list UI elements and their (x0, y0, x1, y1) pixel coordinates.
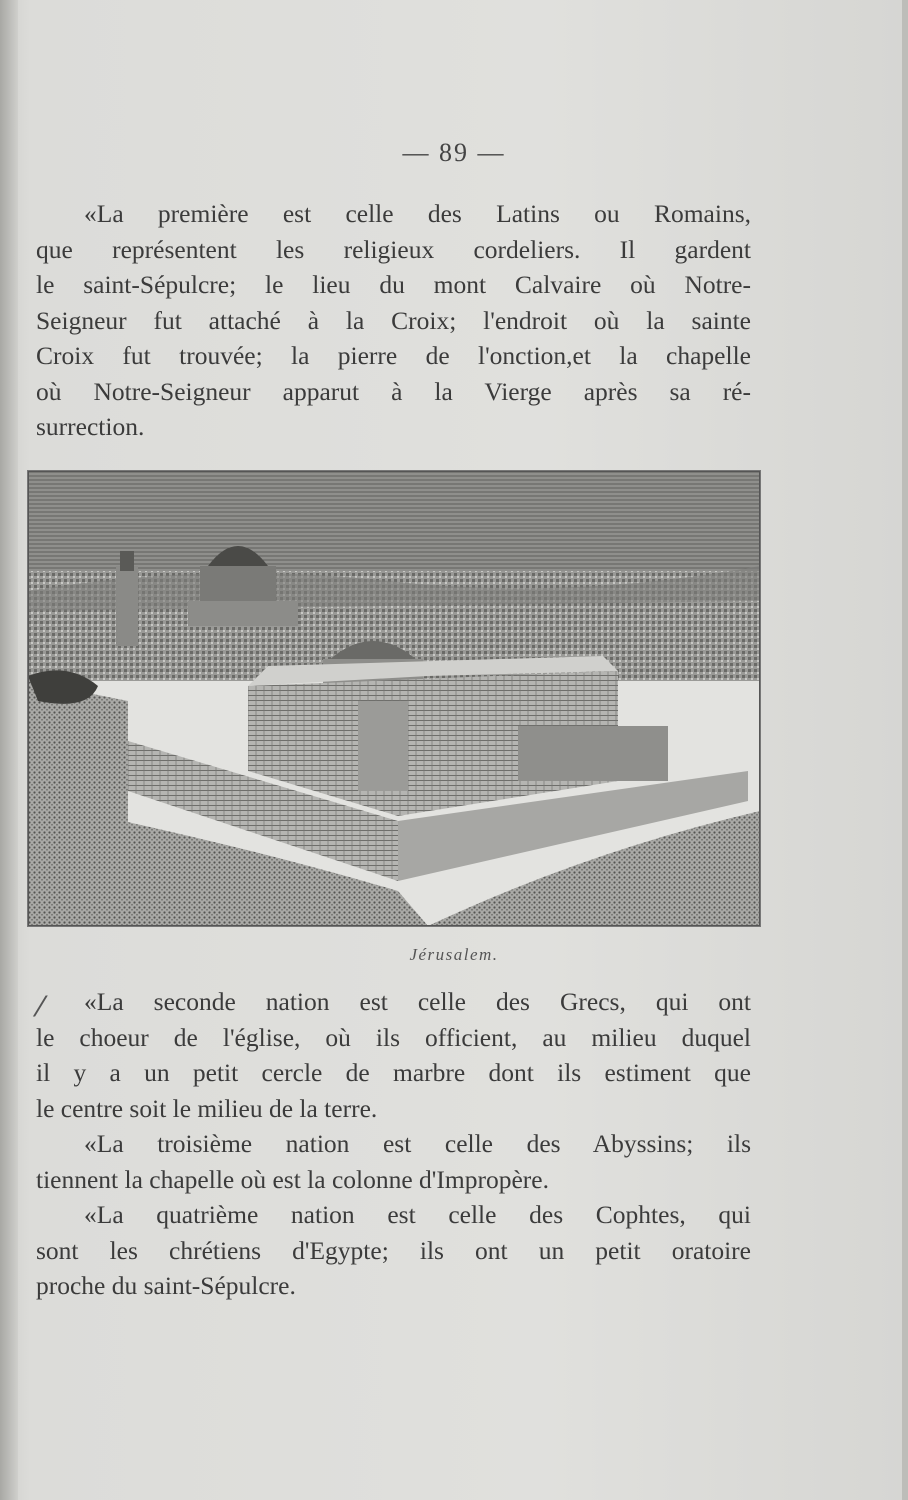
paragraphs-grecs-abyssins-cophtes (36, 984, 751, 1304)
figure-caption: Jérusalem. (409, 945, 499, 964)
text-line: le choeur de l'église, où ils officient, au milieu duquel (36, 1022, 751, 1052)
text-line: le saint-Sépulcre; le lieu du mont Calvaire où Notre- (36, 270, 751, 299)
text-line: que représentent les religieux cordeliers. Il gardent (36, 234, 751, 264)
text-line: Seigneur fut attaché à la Croix; l'endroit où la sainte (36, 305, 751, 335)
text-line: «La troisième nation est celle des Abyssins; ils (84, 1129, 751, 1158)
text-line: sont les chrétiens d'Egypte; ils ont un petit oratoire (36, 1235, 751, 1265)
margin-pencil-mark: ⁄ (38, 990, 43, 1023)
page-number: — 89 — (402, 138, 506, 167)
engraving-illustration (28, 471, 760, 926)
text-line: Croix fut trouvée; la pierre de l'onction,et la chapelle (36, 341, 751, 370)
paragraph-latins (36, 196, 751, 445)
page-edge (902, 0, 908, 1500)
text-line: tiennent la chapelle où est la colonne d'Impropère. (36, 1164, 549, 1194)
text-line: «La première est celle des Latins ou Romains, (84, 199, 751, 228)
text-line: proche du saint-Sépulcre. (36, 1271, 296, 1300)
jerusalem-engraving (27, 470, 761, 927)
text-line: il y a un petit cercle de marbre dont ils estiment que (36, 1058, 751, 1087)
text-line: «La seconde nation est celle des Grecs, qui ont (84, 987, 751, 1016)
text-line: «La quatrième nation est celle des Cophtes, qui (84, 1200, 751, 1229)
page-gutter (0, 0, 18, 1500)
text-line: surrection. (36, 412, 145, 441)
text-line: le centre soit le milieu de la terre. (36, 1093, 378, 1123)
text-line: où Notre-Seigneur apparut à la Vierge après sa ré- (36, 376, 751, 406)
